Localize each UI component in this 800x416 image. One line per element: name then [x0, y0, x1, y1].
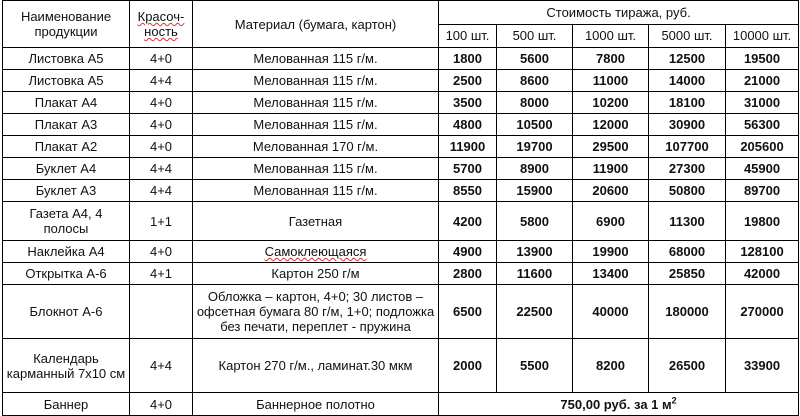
header-color-line2: ность [144, 24, 178, 39]
product-cell: Буклет А3 [3, 180, 130, 202]
table-row [3, 241, 799, 263]
header-product: Наименование продукции [3, 1, 130, 48]
product-cell: Блокнот А-6 [3, 285, 130, 339]
product-cell: Открытка А-6 [3, 263, 130, 285]
material-cell [193, 114, 439, 136]
product-cell: Газета А4, 4 полосы [3, 202, 130, 241]
price-cell: 19500 [726, 48, 799, 70]
price-cell: 13400 [573, 263, 649, 285]
price-cell: 128100 [726, 241, 799, 263]
price-cell: 26500 [649, 339, 726, 393]
price-cell: 15900 [497, 180, 573, 202]
price-cell: 30900 [649, 114, 726, 136]
banner-price: 750,00 руб. за 1 м [560, 396, 672, 412]
price-cell: 50800 [649, 180, 726, 202]
price-cell: 11900 [439, 136, 497, 158]
color-cell: 1+1 [130, 202, 193, 241]
price-cell: 29500 [573, 136, 649, 158]
color-cell: 4+0 [130, 92, 193, 114]
material-text: Мелованная 115 г/м. [253, 51, 378, 66]
price-cell: 180000 [649, 285, 726, 339]
price-cell: 8000 [497, 92, 573, 114]
table-row [3, 136, 799, 158]
color-cell: 4+0 [130, 136, 193, 158]
price-cell: 11900 [573, 158, 649, 180]
price-cell: 5500 [497, 339, 573, 393]
price-cell: 2500 [439, 70, 497, 92]
product-cell: Плакат А3 [3, 114, 130, 136]
price-cell: 4200 [439, 202, 497, 241]
product-cell: Наклейка А4 [3, 241, 130, 263]
material-text: Мелованная 115 г/м. [253, 161, 378, 176]
table-row [3, 285, 799, 339]
header-cost: Стоимость тиража, руб. [439, 1, 799, 25]
price-cell: 20600 [573, 180, 649, 202]
price-cell: 68000 [649, 241, 726, 263]
price-cell: 14000 [649, 70, 726, 92]
table-row [3, 48, 799, 70]
price-cell: 19800 [726, 202, 799, 241]
header-quantity: 5000 шт. [649, 24, 726, 48]
product-cell: Баннер [3, 393, 130, 416]
header-row [3, 1, 799, 25]
header-quantity: 1000 шт. [573, 24, 649, 48]
price-cell: 6500 [439, 285, 497, 339]
material-cell [193, 70, 439, 92]
material-text: Мелованная 170 г/м. [252, 139, 379, 154]
material-text: Самоклеющаяся [264, 244, 367, 259]
price-cell: 4900 [439, 241, 497, 263]
table-row [3, 339, 799, 393]
product-cell: Плакат А4 [3, 92, 130, 114]
material-text: Мелованная 115 г/м. [253, 73, 378, 88]
price-cell: 10500 [497, 114, 573, 136]
material-cell [193, 263, 439, 285]
price-cell: 1800 [439, 48, 497, 70]
table-row [3, 114, 799, 136]
header-quantity: 100 шт. [439, 24, 497, 48]
price-cell: 4800 [439, 114, 497, 136]
header-quantity: 10000 шт. [726, 24, 799, 48]
price-cell: 19900 [573, 241, 649, 263]
price-cell: 21000 [726, 70, 799, 92]
material-cell [193, 180, 439, 202]
price-cell: 13900 [497, 241, 573, 263]
table-row [3, 202, 799, 241]
color-cell: 4+1 [130, 263, 193, 285]
product-cell: Календарь карманный 7х10 см [3, 339, 130, 393]
material-text: Картон 270 г/м., ламинат.30 мкм [218, 358, 413, 373]
header-color [130, 1, 193, 48]
material-text: Мелованная 115 г/м. [253, 183, 378, 198]
table-row [3, 263, 799, 285]
table-row [3, 92, 799, 114]
price-cell: 18100 [649, 92, 726, 114]
price-cell: 8550 [439, 180, 497, 202]
material-cell: Баннерное полотно [193, 393, 439, 416]
color-cell: 4+0 [130, 114, 193, 136]
price-cell: 12500 [649, 48, 726, 70]
material-text: Мелованная 115 г/м. [253, 117, 378, 132]
material-cell [193, 339, 439, 393]
color-cell: 4+0 [130, 48, 193, 70]
price-cell: 3500 [439, 92, 497, 114]
price-cell: 27300 [649, 158, 726, 180]
price-cell: 19700 [497, 136, 573, 158]
price-cell: 22500 [497, 285, 573, 339]
price-cell: 205600 [726, 136, 799, 158]
material-text: Мелованная 115 г/м. [253, 95, 378, 110]
price-cell: 11600 [497, 263, 573, 285]
material-cell [193, 92, 439, 114]
material-cell [193, 285, 439, 339]
material-cell [193, 202, 439, 241]
price-cell: 12000 [573, 114, 649, 136]
price-cell: 5700 [439, 158, 497, 180]
price-cell: 2000 [439, 339, 497, 393]
price-cell: 7800 [573, 48, 649, 70]
price-cell: 6900 [573, 202, 649, 241]
color-cell: 4+0 [130, 241, 193, 263]
header-material: Материал (бумага, картон) [193, 1, 439, 48]
price-cell: 33900 [726, 339, 799, 393]
material-cell [193, 241, 439, 263]
table-row [3, 70, 799, 92]
price-cell: 5600 [497, 48, 573, 70]
price-cell: 8600 [497, 70, 573, 92]
material-cell [193, 48, 439, 70]
color-cell: 4+4 [130, 180, 193, 202]
price-cell: 5800 [497, 202, 573, 241]
color-cell: 4+4 [130, 339, 193, 393]
price-cell: 56300 [726, 114, 799, 136]
price-cell: 10200 [573, 92, 649, 114]
price-cell: 11000 [573, 70, 649, 92]
table-row [3, 180, 799, 202]
product-cell: Листовка А5 [3, 70, 130, 92]
material-cell [193, 136, 439, 158]
color-cell: 4+4 [130, 158, 193, 180]
table-row [3, 158, 799, 180]
price-cell: 31000 [726, 92, 799, 114]
material-text: Картон 250 г/м [271, 266, 360, 281]
product-cell: Буклет А4 [3, 158, 130, 180]
material-cell [193, 158, 439, 180]
product-cell: Плакат А2 [3, 136, 130, 158]
color-cell [130, 285, 193, 339]
header-quantity: 500 шт. [497, 24, 573, 48]
price-cell: 11300 [649, 202, 726, 241]
color-cell: 4+4 [130, 70, 193, 92]
product-cell: Листовка А5 [3, 48, 130, 70]
price-cell: 45900 [726, 158, 799, 180]
price-cell: 25850 [649, 263, 726, 285]
material-text: Газетная [288, 213, 343, 229]
price-cell: 8200 [573, 339, 649, 393]
price-table [2, 0, 799, 416]
banner-price-cell [439, 393, 799, 416]
color-cell: 4+0 [130, 393, 193, 416]
price-cell: 270000 [726, 285, 799, 339]
price-cell: 89700 [726, 180, 799, 202]
price-cell: 2800 [439, 263, 497, 285]
price-cell: 107700 [649, 136, 726, 158]
material-text: Обложка – картон, 4+0; 30 листов – офсетная бумага 80 г/м, 1+0; подложка без печати, переплет - пружина [196, 289, 435, 334]
price-cell: 40000 [573, 285, 649, 339]
banner-price-sup: 2 [671, 395, 677, 406]
header-color-line1: Красоч- [137, 9, 185, 24]
price-cell: 42000 [726, 263, 799, 285]
price-cell: 8900 [497, 158, 573, 180]
banner-row [3, 393, 799, 416]
